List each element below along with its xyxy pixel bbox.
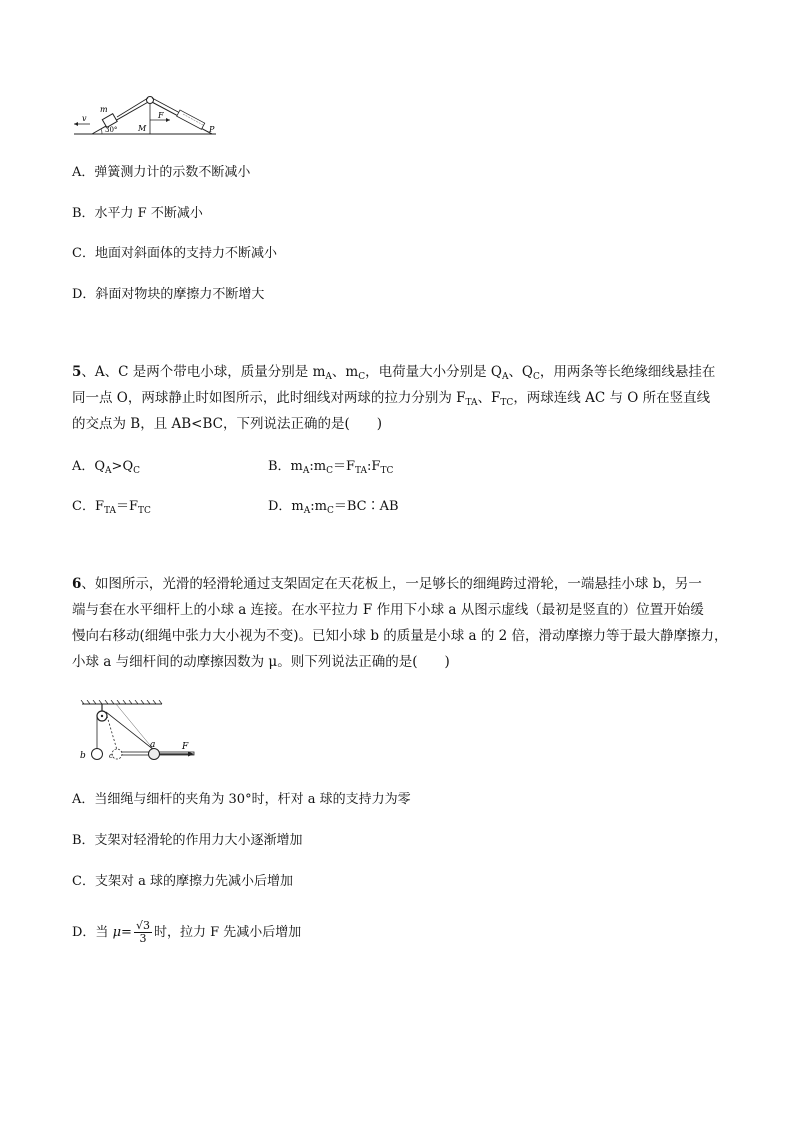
- label-F6: F: [182, 742, 189, 752]
- q6-line-3: 慢向右移动(细绳中张力大小视为不变)。已知小球 b 的质量是小球 a 的 2 倍，滑动摩擦力等于最大静摩擦力，: [72, 628, 728, 644]
- q4-option-a[interactable]: A．弹簧测力计的示数不断减小: [72, 165, 251, 180]
- ball-c-dashed: [112, 749, 122, 759]
- label-b: b: [80, 751, 86, 761]
- q6-number: 6: [72, 576, 82, 592]
- q4-option-d[interactable]: D．斜面对物块的摩擦力不断增大: [72, 287, 265, 302]
- label-m: m: [100, 105, 108, 114]
- pulley-icon: [147, 97, 154, 104]
- q5-line-2: 同一点 O，两球静止时如图所示，此时细线对两球的拉力分别为 $F_{TA}$、$F_{TC}$，两球连线 AC 与 O 所在竖直线: [72, 390, 711, 408]
- ball-b: [92, 749, 103, 760]
- q5-option-b[interactable]: B．$m_A:m_C=F_{TA}:F_{TC}$: [268, 459, 394, 476]
- q6-line-4: 小球 a 与细杆间的动摩擦因数为 μ。则下列说法正确的是( ): [72, 654, 450, 670]
- label-M: M: [138, 124, 147, 133]
- q6-option-c[interactable]: C．支架对 a 球的摩擦力先减小后增加: [72, 874, 293, 889]
- label-a: a: [150, 740, 156, 750]
- q5-line-1: 5、A、C 是两个带电小球，质量分别是 $m_A$、$m_C$，电荷量大小分别是 $Q_A$、$Q_C$，用两条等长绝缘细线悬挂在: [72, 364, 716, 382]
- pulley-figure: [76, 700, 198, 768]
- ball-a: [149, 749, 160, 760]
- q5-option-c[interactable]: C．$F_{TA}=F_{TC}$: [72, 499, 151, 516]
- q6-option-d[interactable]: D．当 μ= $\frac{√3}{3}$ 时，拉力 F 先减小后增加: [72, 919, 302, 945]
- label-v: v: [82, 114, 87, 123]
- label-angle: 30°: [105, 126, 118, 134]
- q4-option-b[interactable]: B．水平力 F 不断减小: [72, 206, 203, 221]
- q6-option-a[interactable]: A．当细绳与细杆的夹角为 30°时，杆对 a 球的支持力为零: [72, 792, 411, 807]
- sqrt3-over-3: $\frac{√3}{3}$: [135, 919, 150, 945]
- q5-stem: [72, 359, 732, 437]
- label-c: c: [109, 752, 113, 760]
- q5-option-a[interactable]: A．$Q_A>Q_C$: [72, 459, 140, 476]
- q5-option-d[interactable]: D．$m_A:m_C=BC∶AB$: [268, 499, 399, 516]
- q6-stem: [72, 571, 732, 675]
- q5-number: 5: [72, 364, 82, 380]
- q6-line-1: 6、如图所示，光滑的轻滑轮通过支架固定在天花板上，一足够长的细绳跨过滑轮，一端悬挂小球 b，另一: [72, 576, 702, 592]
- incline-figure: [70, 94, 220, 138]
- q6-line-2: 端与套在水平细杆上的小球 a 连接。在水平拉力 F 作用下小球 a 从图示虚线（最初是竖直的）位置开始缓: [72, 602, 704, 618]
- q5-line-3: 的交点为 B，且 AB<BC，下列说法正确的是( ): [72, 416, 383, 432]
- label-F: F: [158, 111, 164, 120]
- label-P: P: [209, 125, 215, 134]
- q6-option-b[interactable]: B．支架对轻滑轮的作用力大小逐渐增加: [72, 833, 303, 848]
- q4-option-c[interactable]: C．地面对斜面体的支持力不断减小: [72, 246, 277, 261]
- mu-symbol: μ: [112, 925, 122, 940]
